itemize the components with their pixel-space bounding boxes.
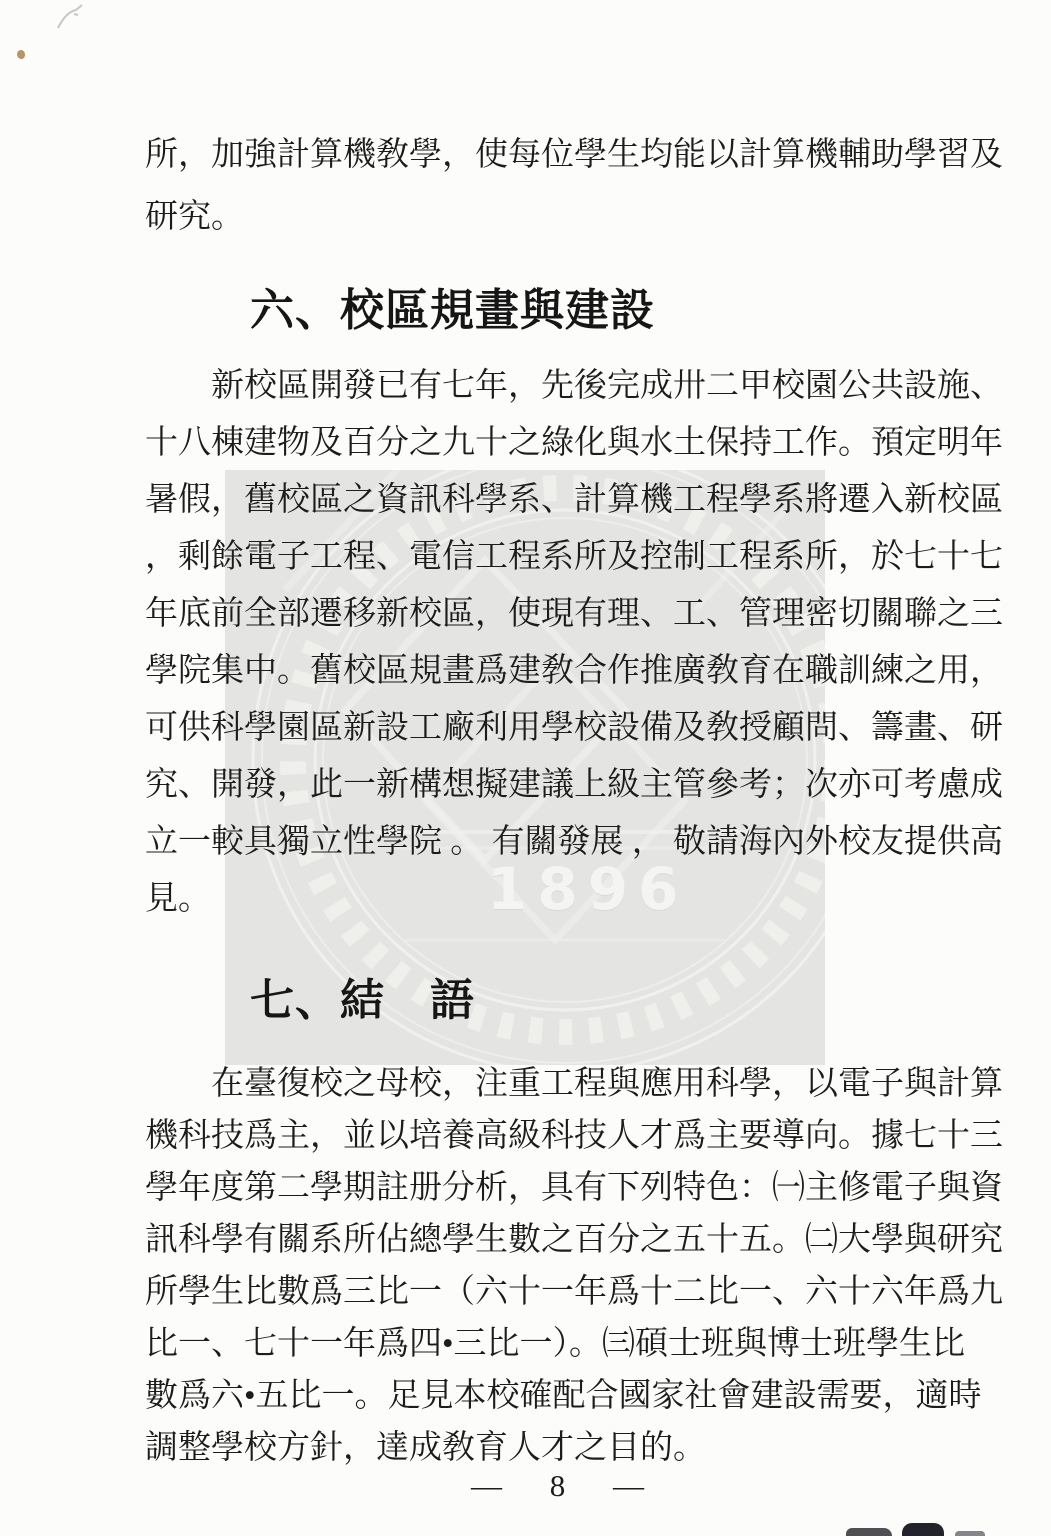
section7-heading: 七、結 語 [250, 976, 475, 1025]
body-line: 所學生比數爲三比一（六十一年爲十二比一、六十六年爲九 [145, 1274, 1003, 1310]
body-line: 學年度第二學期註册分析，具有下列特色：㈠主修電子與資 [145, 1170, 1003, 1206]
section6-heading: 六、校區規畫與建設 [250, 286, 655, 335]
body-line: 見。 [145, 881, 211, 917]
body-line: 訊科學有關系所佔總學生數之百分之五十五。㈡大學與研究 [145, 1222, 1003, 1258]
body-line: 數爲六•五比一。足見本校確配合國家社會建設需要，適時 [145, 1378, 982, 1414]
section7-paragraph [145, 1058, 1025, 1474]
body-line: 究、開發，此一新構想擬建議上級主管參考；次亦可考慮成 [145, 767, 1003, 803]
scan-artifact-smudge [846, 1528, 892, 1536]
body-line: 比一、七十一年爲四•三比一）。㈢碩士班與博士班學生比 [145, 1326, 966, 1362]
body-line: 十八棟建物及百分之九十之綠化與水土保持工作。預定明年 [145, 425, 1003, 461]
body-line: 新校區開發已有七年，先後完成卅二甲校園公共設施、 [211, 368, 1003, 404]
intro-line: 所，加強計算機敎學，使每位學生均能以計算機輔助學習及 [145, 137, 1003, 173]
intro-line: 研究。 [145, 199, 244, 235]
body-line: 可供科學園區新設工廠利用學校設備及敎授顧問、籌畫、研 [145, 710, 1003, 746]
intro-paragraph [145, 124, 1025, 248]
body-line: 機科技爲主，並以培養高級科技人才爲主要導向。據七十三 [145, 1118, 1003, 1154]
scan-artifact-dot [17, 50, 25, 59]
body-line: 立一較具獨立性學院 。 有關發展 ， 敬請海內外校友提供高 [145, 824, 1003, 860]
scan-artifact-smudge [902, 1523, 944, 1536]
seal-year-text: 1896 [487, 855, 689, 923]
scan-artifact-smudge [955, 1531, 985, 1536]
page-number: — 8 — [471, 1468, 664, 1503]
body-line: 暑假，舊校區之資訊科學系、計算機工程學系將遷入新校區 [145, 482, 1003, 518]
body-line: ，剩餘電子工程、電信工程系所及控制工程系所，於七十七 [145, 539, 1003, 575]
body-line: 調整學校方針，達成敎育人才之目的。 [145, 1430, 706, 1466]
body-line: 學院集中。舊校區規畫爲建敎合作推廣敎育在職訓練之用， [145, 653, 1003, 689]
body-line: 年底前全部遷移新校區，使現有理、工、管理密切關聯之三 [145, 596, 1003, 632]
body-line: 在臺復校之母校，注重工程與應用科學，以電子與計算 [211, 1066, 1003, 1102]
section6-paragraph [145, 358, 1025, 928]
scan-artifact-scribble [52, 2, 92, 32]
